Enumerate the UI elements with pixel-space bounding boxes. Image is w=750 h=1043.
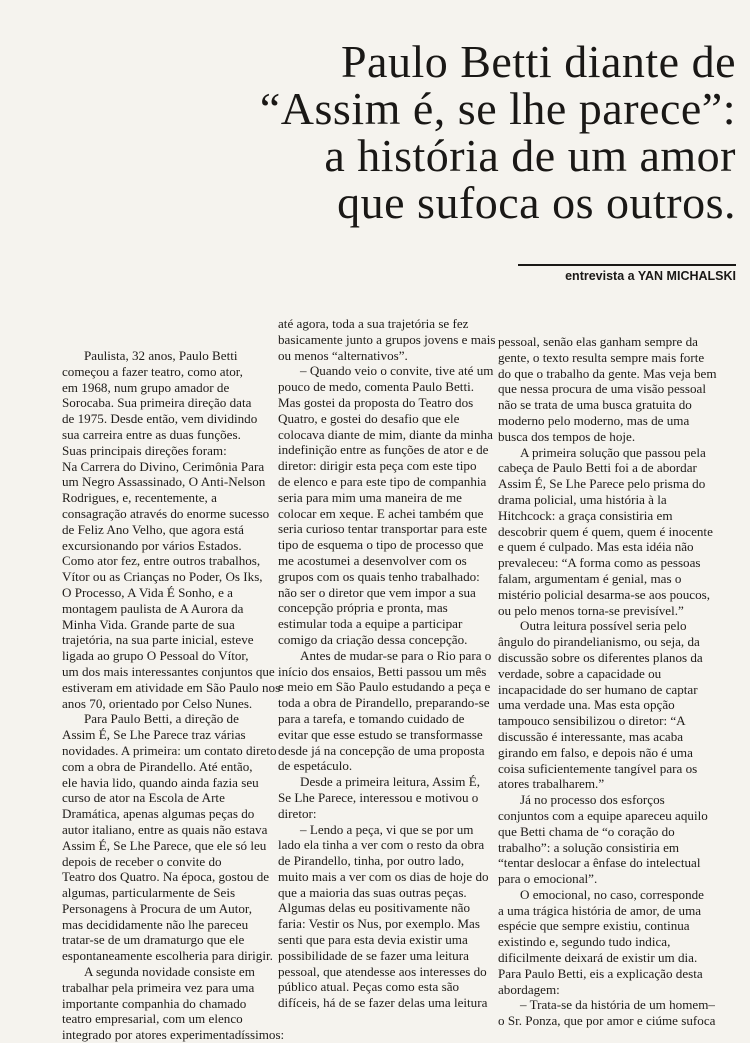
text-line: em 1968, num grupo amador de — [62, 379, 230, 395]
text-line: ou pelo menos torna-se previsível.” — [498, 602, 684, 618]
text-line: drama policial, uma história à la — [498, 491, 667, 507]
text-line: – Trata-se da história de um homem– — [520, 997, 715, 1013]
text-line: e meio em São Paulo estudando a peça e — [278, 679, 491, 695]
text-line: que nessa procura de uma visão pessoal — [498, 381, 706, 397]
text-line: concepção própria e pronta, mas — [278, 600, 448, 616]
text-line: tratar-se de um dramaturgo que ele — [62, 932, 245, 948]
text-line: coisa suficientemente tangível para os — [498, 760, 698, 776]
title-line: Paulo Betti diante de — [340, 36, 736, 87]
text-line: mistério policial desarma-se aos poucos, — [498, 586, 710, 602]
text-line: não se trata de uma busca gratuita do — [498, 397, 692, 413]
text-line: faria: Vestir os Nus, por exemplo. Mas — [278, 916, 480, 932]
text-line: incapacidade do ser humano de captar — [498, 681, 698, 697]
text-line: início dos ensaios, Betti passou um mês — [278, 663, 487, 679]
text-line: Paulista, 32 anos, Paulo Betti — [84, 348, 238, 363]
text-line: desde já na concepção de uma proposta — [278, 742, 485, 758]
text-line: para a tarefa, e tomando cuidado de — [278, 710, 465, 726]
text-line: possibilidade de se fazer uma leitura — [278, 947, 469, 963]
text-line: Dramática, apenas algumas peças do — [62, 806, 255, 822]
text-line: algumas, particularmente de Seis — [62, 885, 236, 901]
text-line: curso de ator na Escola de Arte — [62, 790, 225, 806]
text-line: ligada ao grupo O Pessoal do Vítor, — [62, 648, 249, 664]
text-line: prevaleceu: “A forma como as pessoas — [498, 555, 701, 571]
text-line: do que o trabalho da gente. Mas veja bem — [498, 365, 717, 381]
text-line: Minha Vida. Grande parte de sua — [62, 616, 235, 632]
text-line: a uma trágica história de amor, de uma — [498, 902, 702, 918]
text-line: pouco de medo, comenta Paulo Betti. — [278, 379, 474, 395]
text-line: grupos com os quais tenho trabalhado: — [278, 568, 480, 584]
text-line: gente, o texto resulta sempre mais forte — [498, 349, 705, 365]
text-line: toda a obra de Pirandello, preparando-se — [278, 695, 490, 711]
text-line: tampouco sensibilizou o diretor: “A — [498, 713, 686, 729]
text-line: e quem é culpado. Mas esta idéia não — [498, 539, 694, 555]
text-line: teatro empresarial, com um elenco — [62, 1011, 243, 1027]
text-line: Antes de mudar-se para o Rio para o — [300, 647, 492, 663]
text-line: seria curioso tentar transportar para este — [278, 521, 488, 537]
text-line: girando em falso, e depois não é uma — [498, 744, 693, 760]
text-line: até agora, toda a sua trajetória se fez — [278, 316, 469, 331]
text-line: atores trabalharem.” — [498, 776, 605, 792]
text-line: com a obra de Pirandello. Até então, — [62, 758, 253, 774]
text-column-1 — [62, 348, 285, 1043]
text-line: pessoal, senão elas ganham sempre da — [498, 334, 698, 349]
article-title — [16, 38, 736, 226]
text-line: existindo e, segundo tudo indica, — [498, 934, 671, 950]
text-line: diretor: — [278, 805, 317, 821]
text-line: busca dos tempos de hoje. — [498, 428, 636, 444]
text-line: Quatro, e gostei do desafio que ele — [278, 410, 460, 426]
text-line: mas decididamente não lhe pareceu — [62, 916, 249, 932]
text-line: depois de receber o convite do — [62, 853, 222, 869]
text-line: A primeira solução que passou pela — [520, 444, 706, 460]
text-line: consagração através do enorme sucesso — [62, 505, 270, 521]
text-line: de Pirandello, tinha, por outro lado, — [278, 853, 465, 869]
text-line: trajetória, na sua parte inicial, esteve — [62, 632, 254, 648]
text-line: Personagens à Procura de um Autor, — [62, 900, 253, 916]
text-line: ele havia lido, quando ainda fazia seu — [62, 774, 259, 790]
text-line: basicamente junto a grupos jovens e mais — [278, 331, 496, 347]
text-line: autor italiano, entre as quais não estava — [62, 821, 268, 837]
text-line: Sorocaba. Sua primeira direção data — [62, 395, 252, 411]
text-line: falam, argumentam é genial, mas o — [498, 570, 682, 586]
text-line: montagem paulista de A Aurora da — [62, 600, 244, 616]
text-line: A segunda novidade consiste em — [84, 964, 255, 980]
text-line: sua carreira entre as duas funções. — [62, 426, 241, 442]
text-line: Assim É, Se Lhe Parece pelo prisma do — [498, 476, 706, 492]
text-line: Para Paulo Betti, eis a explicação desta — [498, 965, 703, 981]
text-line: não ser o diretor que vem impor a sua — [278, 584, 476, 600]
text-line: – Lendo a peça, vi que se por um — [300, 821, 474, 837]
text-line: de elenco e para este tipo de companhia — [278, 473, 487, 489]
text-line: Teatro dos Quatro. Na época, gostou de — [62, 869, 270, 885]
text-line: evitar que esse estudo se transformasse — [278, 726, 483, 742]
text-line: Vítor ou as Crianças no Poder, Os Iks, — [62, 569, 263, 585]
text-line: Hitchcock: a graça consistiria em — [498, 507, 673, 523]
text-line: seria para mim uma maneira de me — [278, 489, 462, 505]
text-line: ou menos “alternativos”. — [278, 347, 408, 363]
text-line: indefinição entre as funções de ator e de — [278, 442, 489, 458]
text-line: conjuntos com a equipe apareceu aquilo — [498, 807, 708, 823]
text-line: verdade, sobre a capacidade ou — [498, 665, 662, 681]
byline-rule — [518, 264, 736, 266]
text-line: tipo de esquema o tipo de processo que — [278, 537, 484, 553]
text-line: integrado por atores experimentadíssimos: — [62, 1027, 285, 1043]
text-line: importante companhia do chamado — [62, 995, 247, 1011]
byline: entrevista a YAN MICHALSKI — [565, 269, 736, 283]
text-line: o Sr. Ponza, que por amor e ciúme sufoca — [498, 1013, 716, 1029]
text-line: Para Paulo Betti, a direção de — [84, 711, 239, 727]
text-line: ângulo do pirandelianismo, ou seja, da — [498, 634, 700, 650]
text-line: novidades. A primeira: um contato direto — [62, 742, 277, 758]
text-line: pessoal, que atendesse aos interesses do — [278, 963, 487, 979]
text-line: moderno pelo moderno, mas de uma — [498, 412, 690, 428]
text-line: público atual. Peças como esta são — [278, 979, 460, 995]
text-line: um Negro Assassinado, O Anti-Nelson — [62, 474, 266, 490]
text-column-3 — [498, 334, 738, 1029]
text-line: de Feliz Ano Velho, que agora está — [62, 521, 244, 537]
text-line: senti que para esta devia existir uma — [278, 932, 468, 948]
text-line: para o emocional”. — [498, 871, 598, 887]
text-line: O Processo, A Vida É Sonho, e a — [62, 584, 233, 600]
text-line: Já no processo dos esforços — [520, 792, 665, 808]
text-line: estiveram em atividade em São Paulo nos — [62, 679, 281, 695]
text-line: muito mais a ver com os dias de hoje do — [278, 868, 489, 884]
text-line: que Betti chama de “o coração do — [498, 823, 675, 839]
text-line: Como ator fez, entre outros trabalhos, — [62, 553, 261, 569]
text-line: Assim É, Se Lhe Parece traz várias — [62, 727, 246, 743]
text-line: uma verdade una. Mas esta opção — [498, 697, 675, 713]
text-line: de 1975. Desde então, vem dividindo — [62, 411, 258, 427]
text-line: – Quando veio o convite, tive até um — [300, 363, 494, 379]
text-line: colocava diante de mim, diante da minha — [278, 426, 493, 442]
title-line: “Assim é, se lhe parece”: — [259, 83, 736, 134]
text-line: Suas principais direções foram: — [62, 442, 227, 458]
text-line: estimular toda a equipe a participar — [278, 616, 463, 632]
text-line: Mas gostei da proposta do Teatro dos — [278, 394, 474, 410]
text-line: “tentar deslocar a ênfase do intelectual — [498, 855, 701, 871]
text-line: Algumas delas eu positivamente não — [278, 900, 470, 916]
text-line: discussão sobre os diferentes planos da — [498, 649, 703, 665]
text-line: Na Carrera do Divino, Cerimônia Para — [62, 458, 265, 474]
title-line: que sufoca os outros. — [337, 177, 736, 228]
text-line: trabalhar pela primeira vez para uma — [62, 979, 255, 995]
text-line: Outra leitura possível seria pelo — [520, 618, 687, 634]
text-line: colocar em xeque. E achei também que — [278, 505, 484, 521]
text-line: trabalho”: a solução consistiria em — [498, 839, 680, 855]
text-line: me acostumei a desenvolver com os — [278, 552, 467, 568]
text-line: cabeça de Paulo Betti foi a de abordar — [498, 460, 697, 476]
text-line: Se Lhe Parece, interessou e motivou o — [278, 789, 479, 805]
text-line: abordagem: — [498, 981, 560, 997]
text-line: O emocional, no caso, corresponde — [520, 886, 704, 902]
text-line: comigo da criação dessa concepção. — [278, 631, 468, 647]
text-line: Assim É, Se Lhe Parece, que ele só leu — [62, 837, 267, 853]
text-column-2 — [278, 316, 496, 1011]
text-line: Rodrigues, e, recentemente, a — [62, 490, 217, 506]
text-line: diretor: dirigir esta peça com este tipo — [278, 458, 477, 474]
text-line: espécie que sempre existiu, continua — [498, 918, 690, 934]
text-line: lado ela tinha a ver com o resto da obra — [278, 837, 485, 853]
title-line: a história de um amor — [324, 130, 736, 181]
text-line: de espetáculo. — [278, 758, 353, 774]
text-line: difíceis, há de se fazer delas uma leitura — [278, 995, 488, 1011]
text-line: discussão é interessante, mas acaba — [498, 728, 684, 744]
text-line: espontaneamente escolheria para dirigir. — [62, 948, 273, 964]
text-line: Desde a primeira leitura, Assim É, — [300, 774, 480, 790]
text-line: descobrir quem é quem, quem é inocente — [498, 523, 713, 539]
text-line: começou a fazer teatro, como ator, — [62, 363, 243, 379]
text-line: um dos mais interessantes conjuntos que — [62, 663, 275, 679]
text-line: dificilmente deixará de existir um dia. — [498, 950, 698, 966]
text-line: excursionando por vários Estados. — [62, 537, 242, 553]
text-line: que a maioria das suas outras peças. — [278, 884, 467, 900]
text-line: anos 70, orientado por Celso Nunes. — [62, 695, 253, 711]
